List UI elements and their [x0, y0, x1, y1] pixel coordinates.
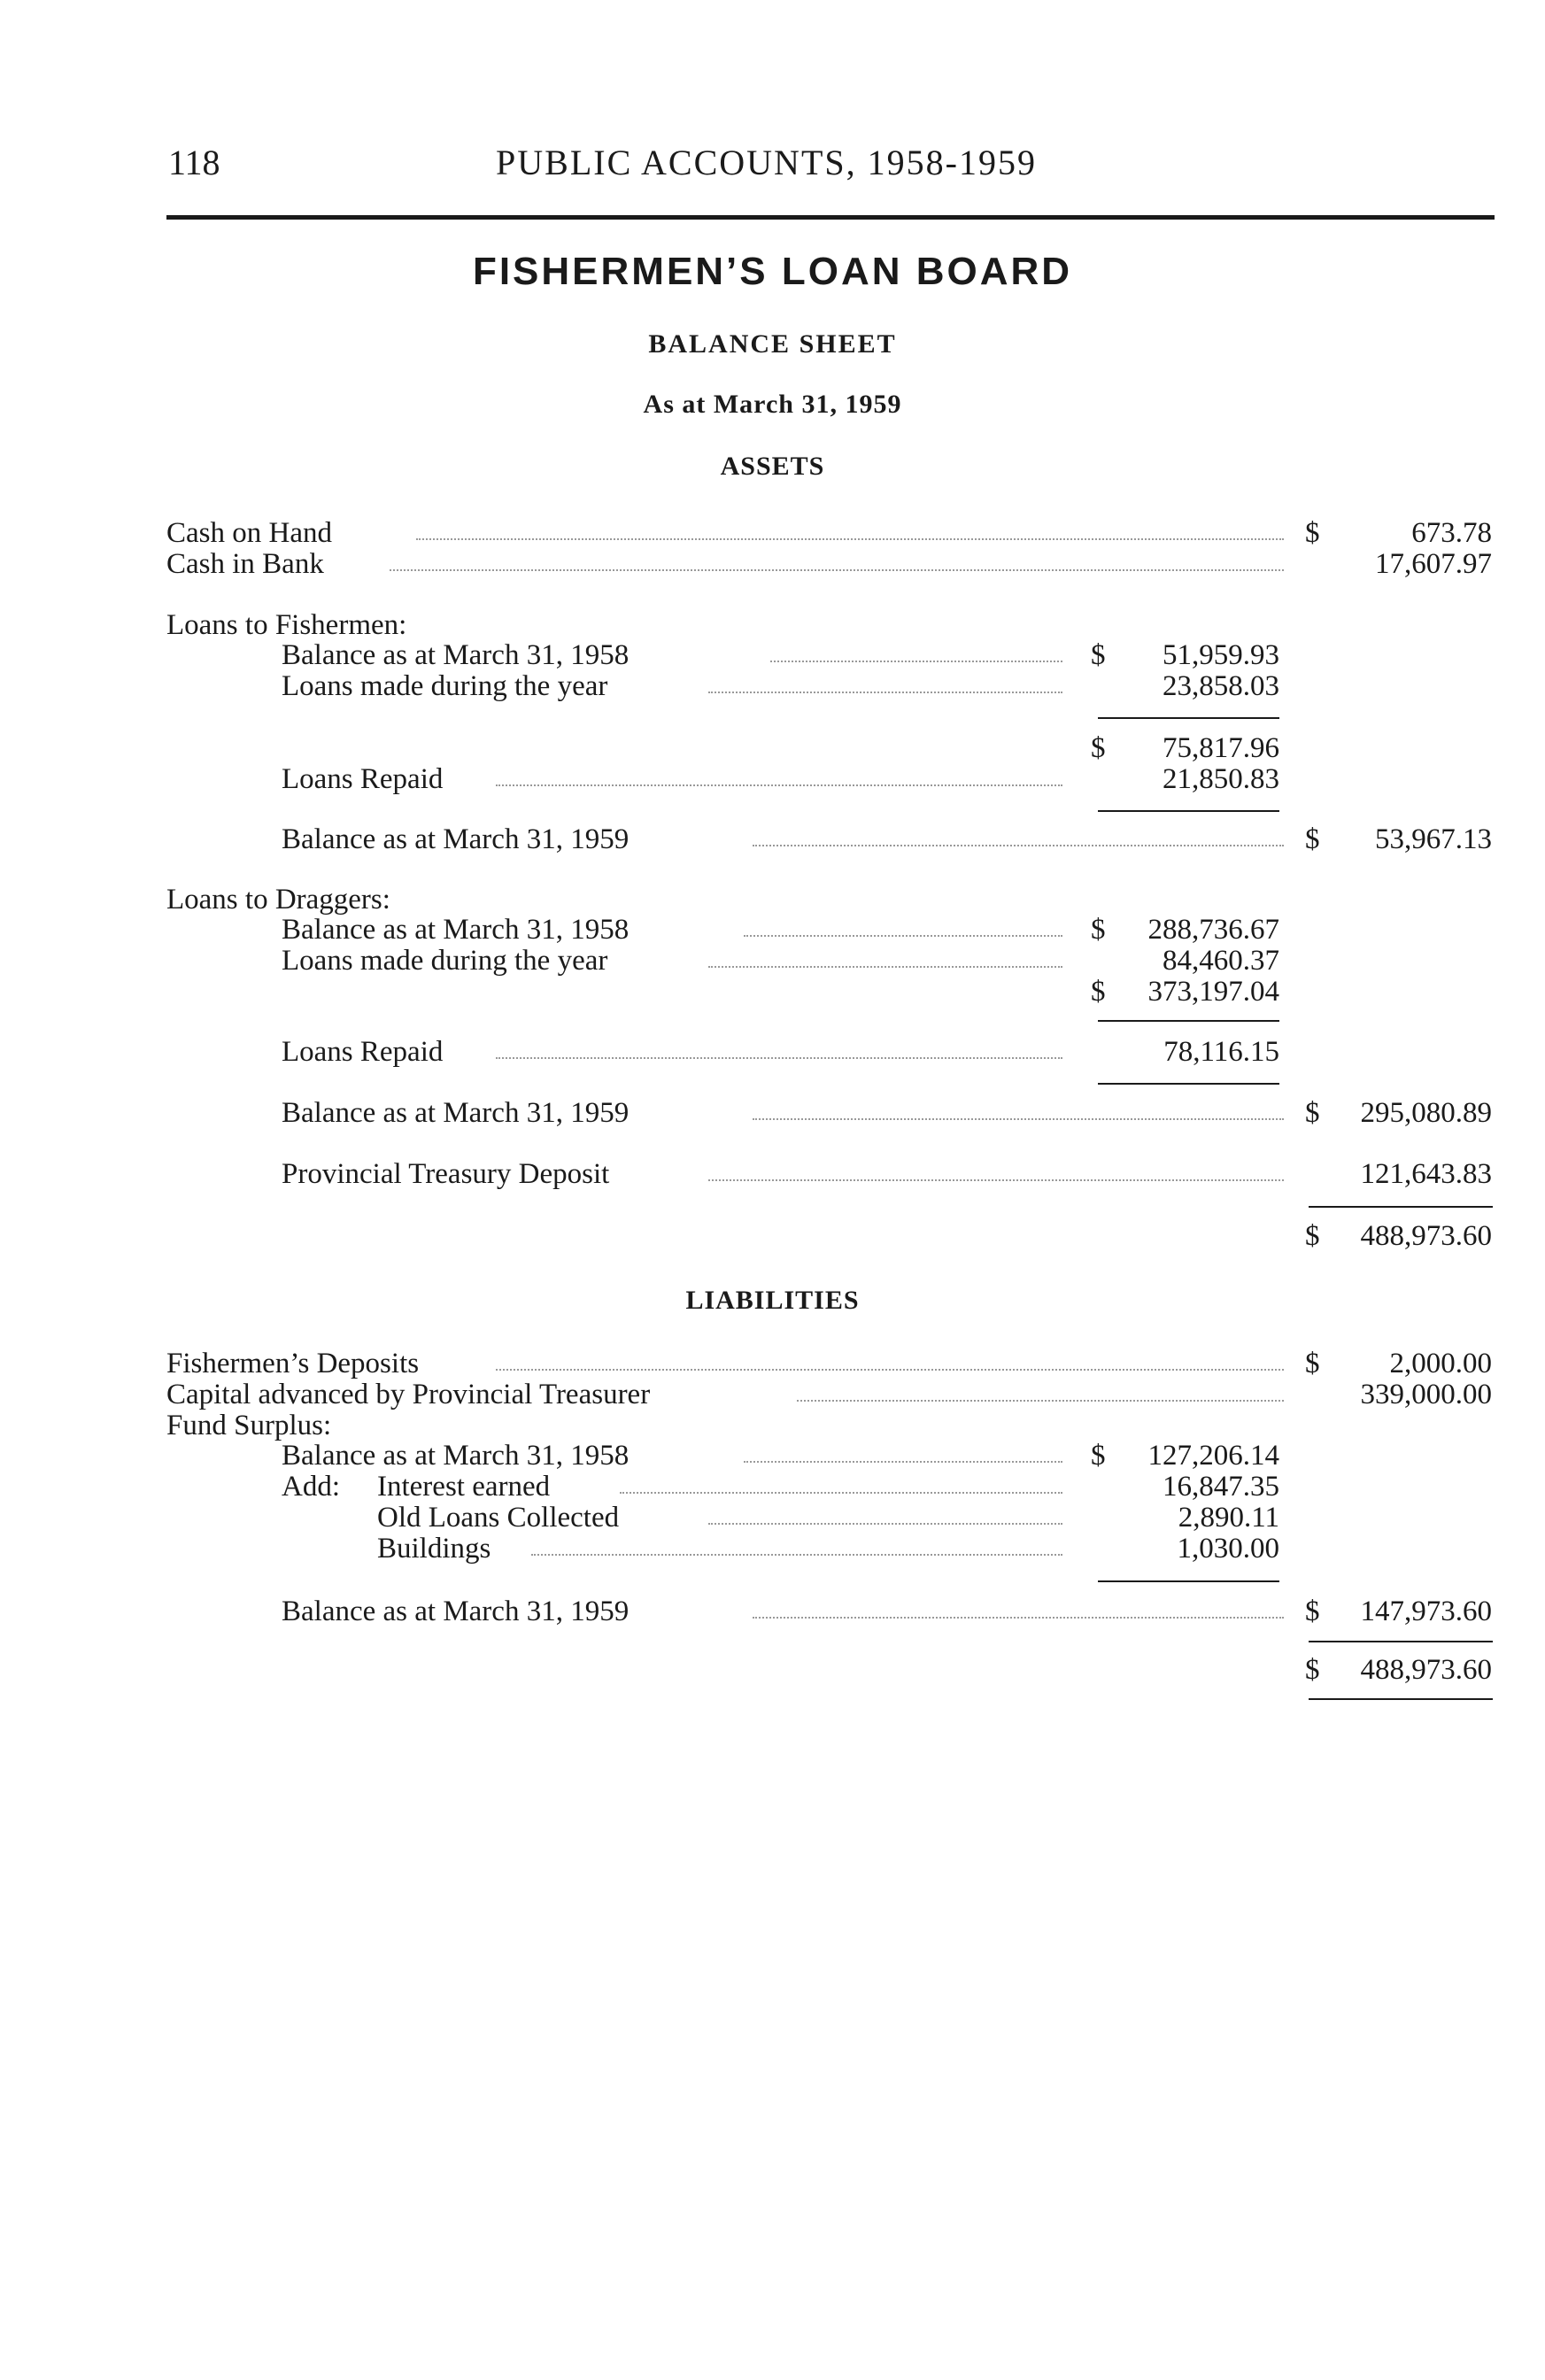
row-label: Balance as at March 31, 1958	[282, 1440, 630, 1472]
assets-heading: ASSETS	[720, 452, 825, 481]
old-loans-collected-row	[0, 1500, 1545, 1535]
leader-dots	[496, 1346, 1284, 1371]
leader-dots	[753, 822, 1284, 846]
amount: 295,080.89	[1360, 1097, 1492, 1129]
fishermen-balance-1958-row	[0, 638, 1545, 673]
assets-total-row	[0, 1218, 1545, 1254]
amount: 488,973.60	[1360, 1654, 1492, 1686]
draggers-subtotal-row	[0, 974, 1545, 1009]
sum-rule	[1309, 1206, 1493, 1208]
amount: 51,959.93	[1163, 639, 1279, 671]
row-label: Balance as at March 31, 1958	[282, 639, 630, 671]
amount: 16,847.35	[1163, 1471, 1279, 1503]
amount: 339,000.00	[1360, 1379, 1492, 1410]
dollar-sign: $	[1305, 1348, 1320, 1379]
leader-dots	[708, 943, 1062, 968]
amount: 21,850.83	[1163, 763, 1279, 795]
leader-dots	[753, 1594, 1284, 1619]
sum-rule	[1098, 1580, 1279, 1582]
draggers-balance-1959-row	[0, 1095, 1545, 1131]
leader-dots	[496, 761, 1062, 786]
capital-advanced-row	[0, 1377, 1545, 1412]
leader-dots	[416, 515, 1284, 540]
leader-dots	[708, 1500, 1062, 1525]
amount: 84,460.37	[1163, 945, 1279, 977]
row-label: Interest earned	[377, 1471, 551, 1503]
row-label: Provincial Treasury Deposit	[282, 1158, 610, 1190]
running-title: PUBLIC ACCOUNTS, 1958-1959	[496, 143, 1037, 182]
buildings-row	[0, 1531, 1545, 1566]
dollar-sign: $	[1305, 1220, 1320, 1252]
amount: 147,973.60	[1360, 1596, 1492, 1627]
amount: 121,643.83	[1360, 1158, 1492, 1190]
section-label: Fund Surplus:	[166, 1410, 332, 1441]
dollar-sign: $	[1305, 1097, 1320, 1129]
amount: 673.78	[1411, 517, 1492, 549]
sheet-date: As at March 31, 1959	[643, 390, 902, 419]
sheet-title: BALANCE SHEET	[648, 329, 897, 359]
dollar-sign: $	[1305, 1654, 1320, 1686]
row-label: Loans Repaid	[282, 1036, 444, 1068]
row-label: Old Loans Collected	[377, 1502, 620, 1534]
amount: 373,197.04	[1147, 976, 1279, 1008]
fishermen-balance-1959-row	[0, 822, 1545, 857]
fishermen-made-row	[0, 668, 1545, 704]
leader-dots	[744, 912, 1062, 937]
dollar-sign: $	[1091, 732, 1106, 764]
dollar-sign: $	[1305, 823, 1320, 855]
leader-dots	[744, 1438, 1062, 1463]
amount: 288,736.67	[1147, 914, 1279, 946]
fishermen-subtotal-row	[0, 730, 1545, 766]
row-label: Balance as at March 31, 1959	[282, 823, 630, 855]
total-double-rule	[1309, 1698, 1493, 1700]
dollar-sign: $	[1091, 639, 1106, 671]
row-label: Loans made during the year	[282, 670, 608, 702]
surplus-balance-1959-row	[0, 1594, 1545, 1629]
amount: 23,858.03	[1163, 670, 1279, 702]
board-title: FISHERMEN’S LOAN BOARD	[472, 250, 1073, 293]
row-label: Cash in Bank	[166, 548, 324, 580]
draggers-repaid-row	[0, 1034, 1545, 1070]
amount: 2,000.00	[1389, 1348, 1492, 1379]
amount: 127,206.14	[1147, 1440, 1279, 1472]
cash-in-bank-row	[0, 546, 1545, 582]
amount: 78,116.15	[1163, 1036, 1279, 1068]
leader-dots	[753, 1095, 1284, 1120]
sum-rule	[1098, 1020, 1279, 1022]
amount: 75,817.96	[1163, 732, 1279, 764]
dollar-sign: $	[1091, 914, 1106, 946]
fishermen-repaid-row	[0, 761, 1545, 797]
dollar-sign: $	[1091, 976, 1106, 1008]
section-label: Loans to Draggers:	[166, 884, 390, 916]
dollar-sign: $	[1305, 517, 1320, 549]
dollar-sign: $	[1305, 1596, 1320, 1627]
interest-earned-row	[0, 1469, 1545, 1504]
leader-dots	[797, 1377, 1284, 1402]
sum-rule	[1098, 810, 1279, 812]
surplus-balance-1958-row	[0, 1438, 1545, 1473]
cash-on-hand-row	[0, 515, 1545, 551]
fishermen-deposits-row	[0, 1346, 1545, 1381]
row-label: Balance as at March 31, 1959	[282, 1596, 630, 1627]
page-number: 118	[168, 143, 220, 182]
leader-dots	[708, 1156, 1284, 1181]
leader-dots	[531, 1531, 1062, 1556]
leader-dots	[390, 546, 1284, 571]
amount: 488,973.60	[1360, 1220, 1492, 1252]
row-label: Loans made during the year	[282, 945, 608, 977]
sum-rule	[1098, 717, 1279, 719]
leader-dots	[620, 1469, 1062, 1494]
section-label: Loans to Fishermen:	[166, 609, 407, 641]
sum-rule	[1309, 1641, 1493, 1642]
row-label: Fishermen’s Deposits	[166, 1348, 420, 1379]
leader-dots	[708, 668, 1062, 693]
row-label: Buildings	[377, 1533, 491, 1565]
draggers-made-row	[0, 943, 1545, 978]
amount: 2,890.11	[1178, 1502, 1279, 1534]
row-label: Balance as at March 31, 1959	[282, 1097, 630, 1129]
row-label: Cash on Hand	[166, 517, 332, 549]
amount: 53,967.13	[1375, 823, 1492, 855]
dollar-sign: $	[1091, 1440, 1106, 1472]
draggers-balance-1958-row	[0, 912, 1545, 947]
treasury-deposit-row	[0, 1156, 1545, 1192]
row-label: Balance as at March 31, 1958	[282, 914, 630, 946]
liabilities-total-row	[0, 1652, 1545, 1688]
row-label: Loans Repaid	[282, 763, 444, 795]
header-rule	[166, 215, 1495, 220]
leader-dots	[770, 638, 1062, 662]
sum-rule	[1098, 1083, 1279, 1085]
amount: 17,607.97	[1375, 548, 1492, 580]
add-prefix: Add:	[282, 1471, 340, 1503]
leader-dots	[496, 1034, 1062, 1059]
liabilities-heading: LIABILITIES	[685, 1286, 860, 1315]
amount: 1,030.00	[1177, 1533, 1279, 1565]
row-label: Capital advanced by Provincial Treasurer	[166, 1379, 651, 1410]
